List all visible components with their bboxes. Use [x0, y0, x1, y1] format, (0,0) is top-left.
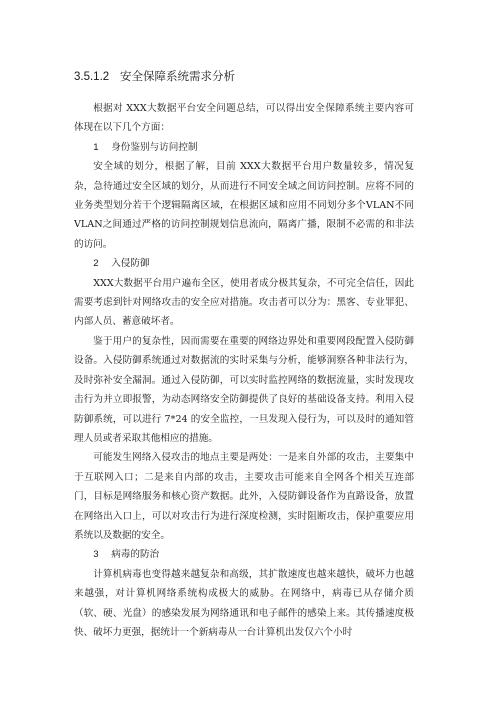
section-number: 3.5.1.2 — [74, 71, 110, 83]
paragraph: 鉴于用户的复杂性，因而需要在重要的网络边界处和重要网段配置入侵防御设备。入侵防御系统通过对数据流的实时采集与分析，能够洞察各种非法行为，及时弥补安全漏洞。通过入侵防御，可以实时监控网络的数据流量，实时发现攻击行为并立即报警，为动态网络安全防御提供了良好的基础设备支持。利用入侵防御系统，可以进行 7*24 的安全监控，一旦发现入侵行为，可以及时的通知管理人员或者采取其他相应的措施。 — [74, 335, 414, 444]
subsection-number: 2 — [93, 258, 99, 270]
subsection-number: 3 — [93, 549, 99, 561]
paragraph: 可能发生网络入侵攻击的地点主要是两处：一是来自外部的攻击，主要集中于互联网入口；二是来自内部的攻击，主要攻击可能来自全网各个相关互连部门，目标是网络服务和核心资产数据。此外，入侵防御设备作为直路设备，放置在网络出入口上，可以对攻击行为进行深度检测，实时阻断攻击，保护重要应用系统以及数据的安全。 — [74, 452, 414, 541]
section-heading — [74, 68, 414, 85]
paragraph: 根据对 XXX大数据平台安全问题总结，可以得出安全保障系统主要内容可体现在以下几个方面： — [74, 103, 414, 134]
paragraph: 安全域的划分，根据了解，目前 XXX大数据平台用户数量较多，情况复杂，急待通过安全区域的划分，从而进行不同安全域之间访问控制。应将不同的业务类型划分若干个逻辑隔离区域，在根据区域和应用不同划分多个VLAN不同 VLAN之间通过严格的访问控制规划信息流向，隔离广播，限制不必需的和非法的访问。 — [74, 161, 414, 250]
page-content — [74, 68, 414, 642]
paragraph: 计算机病毒也变得越来越复杂和高级，其扩散速度也越来越快，破坏力也越来越强，对计算机网络系统构成极大的威胁。在网络中，病毒已从存储介质（软、硬、光盘）的感染发展为网络通讯和电子邮件的感染上来。其传播速度极快、破坏力更强，据统计一个新病毒从一台计算机出发仅六个小时 — [74, 568, 414, 638]
subsection-title: 身份鉴别与访问控制 — [111, 141, 198, 153]
subsection-title: 病毒的防治 — [111, 549, 160, 561]
subsection-heading — [74, 254, 414, 273]
subsection-title: 入侵防御 — [111, 258, 150, 270]
subsection-number: 1 — [93, 141, 99, 153]
section-title: 安全保障系统需求分析 — [120, 69, 235, 83]
paragraph: XXX大数据平台用户遍布全区，使用者成分极其复杂，不可完全信任，因此需要考虑到针对网络攻击的安全应对措施。攻击者可以分为：黑客、专业罪犯、内部人员、蓄意破坏者。 — [74, 277, 414, 328]
subsection-heading — [74, 545, 414, 564]
subsection-heading — [74, 138, 414, 157]
